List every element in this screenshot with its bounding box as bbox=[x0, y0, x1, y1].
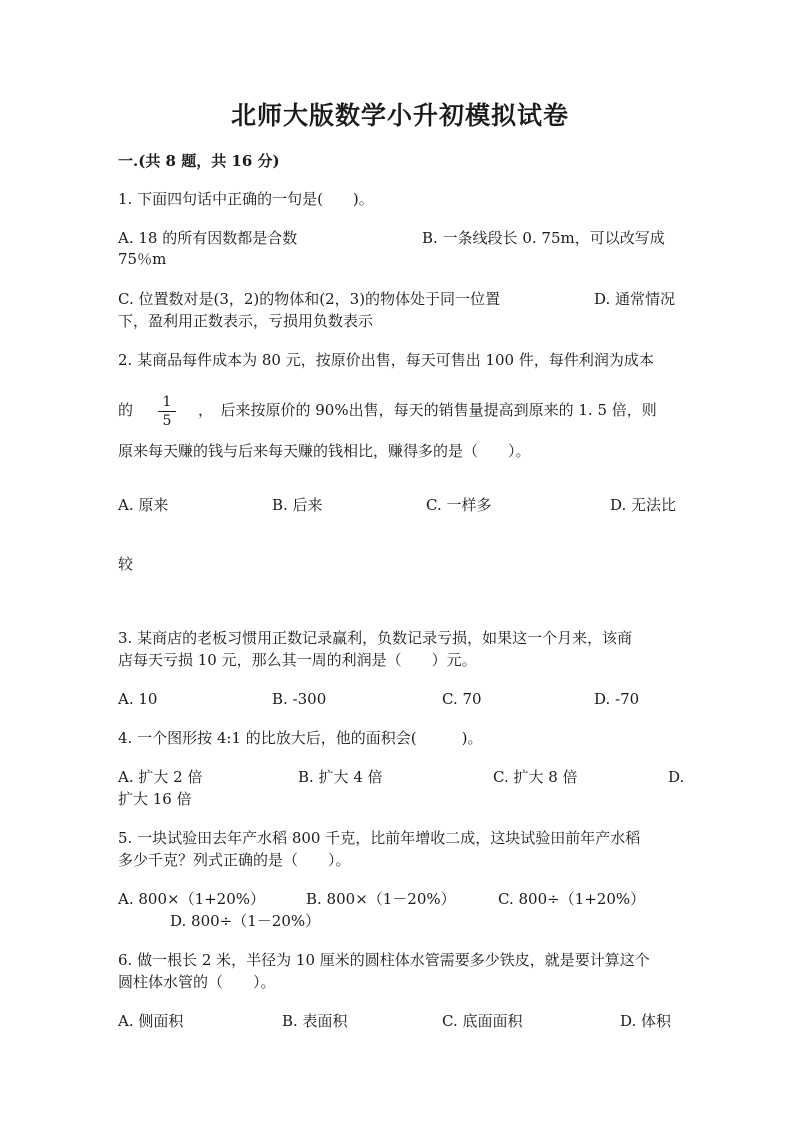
q2-option-c: C. 一样多 bbox=[426, 496, 492, 514]
q3-option-d: D. -70 bbox=[594, 690, 640, 708]
q5-option-a: A. 800×（1+20%） bbox=[118, 890, 266, 908]
q1-option-d: D. 通常情况 bbox=[594, 290, 676, 308]
section-heading: 一.(共 8 题，共 16 分) bbox=[118, 152, 280, 170]
q1-option-d-cont: 下，盈利用正数表示，亏损用负数表示 bbox=[118, 312, 374, 330]
q5-line-1: 5. 一块试验田去年产水稻 800 千克，比前年增收二成，这块试验田前年产水稻 bbox=[118, 829, 641, 847]
q2-line-2-post: ， 后来按原价的 90%出售，每天的销售量提高到原来的 1. 5 倍，则 bbox=[198, 401, 657, 419]
q2-option-d: D. 无法比 bbox=[610, 496, 677, 514]
page-title: 北师大版数学小升初模拟试卷 bbox=[230, 101, 569, 130]
fraction-numerator: 1 bbox=[162, 394, 172, 410]
q3-option-b: B. -300 bbox=[272, 690, 327, 708]
q5-line-2: 多少千克？列式正确的是（ ）。 bbox=[118, 851, 351, 869]
q4-option-d-cont: 扩大 16 倍 bbox=[118, 790, 192, 808]
fraction-bar bbox=[158, 411, 176, 412]
q6-option-d: D. 体积 bbox=[620, 1012, 672, 1030]
q3-option-c: C. 70 bbox=[442, 690, 482, 708]
q1-option-b-cont: 75％m bbox=[118, 250, 167, 268]
q1-option-a: A. 18 的所有因数都是合数 bbox=[118, 229, 298, 247]
q6-option-c: C. 底面面积 bbox=[442, 1012, 523, 1030]
q4-stem: 4. 一个图形按 4:1 的比放大后，他的面积会( )。 bbox=[118, 729, 483, 747]
q3-line-1: 3. 某商店的老板习惯用正数记录赢利，负数记录亏损，如果这一个月来，该商 bbox=[118, 629, 633, 647]
q4-option-d: D. bbox=[668, 768, 685, 786]
q6-option-b: B. 表面积 bbox=[282, 1012, 348, 1030]
fraction bbox=[158, 394, 176, 429]
q5-option-d: D. 800÷（1－20%） bbox=[170, 912, 321, 930]
q2-option-b: B. 后来 bbox=[272, 496, 323, 514]
q5-option-c: C. 800÷（1+20%） bbox=[498, 890, 646, 908]
q6-option-a: A. 侧面积 bbox=[118, 1012, 184, 1030]
fraction-denominator: 5 bbox=[162, 413, 172, 429]
q4-option-b: B. 扩大 4 倍 bbox=[298, 768, 383, 786]
q3-option-a: A. 10 bbox=[118, 690, 158, 708]
q1-option-b: B. 一条线段长 0. 75m，可以改写成 bbox=[422, 229, 665, 247]
q2-line-2-pre: 的 bbox=[118, 401, 134, 419]
q2-line-3: 原来每天赚的钱与后来每天赚的钱相比，赚得多的是（ ）。 bbox=[118, 442, 531, 460]
q1-option-c: C. 位置数对是(3，2)的物体和(2，3)的物体处于同一位置 bbox=[118, 290, 501, 308]
q1-stem: 1. 下面四句话中正确的一句是( )。 bbox=[118, 190, 374, 208]
q6-line-1: 6. 做一根长 2 米，半径为 10 厘米的圆柱体水管需要多少铁皮，就是要计算这个 bbox=[118, 951, 650, 969]
q4-option-c: C. 扩大 8 倍 bbox=[493, 768, 578, 786]
q2-option-a: A. 原来 bbox=[118, 496, 169, 514]
q3-line-2: 店每天亏损 10 元，那么其一周的利润是（ ）元。 bbox=[118, 651, 477, 669]
q6-line-2: 圆柱体水管的（ ）。 bbox=[118, 973, 276, 991]
q4-option-a: A. 扩大 2 倍 bbox=[118, 768, 203, 786]
q2-option-d-cont: 较 bbox=[118, 555, 134, 573]
q5-option-b: B. 800×（1－20%） bbox=[306, 890, 456, 908]
q2-line-1: 2. 某商品每件成本为 80 元，按原价出售，每天可售出 100 件，每件利润为成本 bbox=[118, 351, 654, 369]
